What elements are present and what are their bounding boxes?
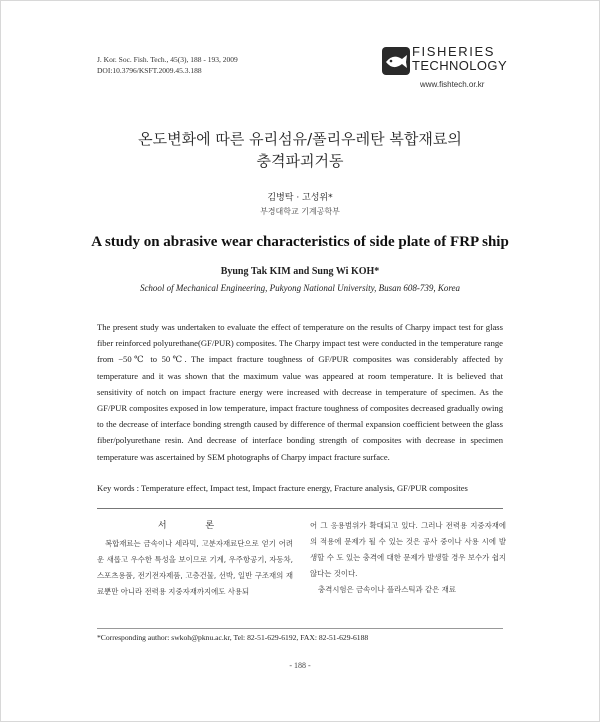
intro-right-paragraph-2: 충격시험은 금속이나 플라스틱과 같은 재료 bbox=[318, 585, 456, 594]
abstract-text: The present study was undertaken to evaluate the effect of temperature on the results of Charpy impact test for glass fiber reinforced polyurethane(GF/PUR) composites. The Charpy impact test were conducted in the temperature range from −50℃ to 50℃. The impact fracture toughness of GF/PUR composites was considerably affected by temperature and it was shown that the maximum value was appeared at room temperature. It is believed that sensitivity of notch on impact fracture energy were increased with decrease in temperature of specimen. As the GF/PUR composites exposed in low temperature, impact fracture toughness of composites decreased gradually owing to the decrease of interface bonding strength caused by difference of thermal expansion coefficient between the glass fiber/polyurethane resin. And decrease of interface bonding strength of composites with decrease in specimen temperature was ascertained by SEM photographs of Charpy impact fracture surface. bbox=[97, 322, 503, 462]
page-number: - 188 - bbox=[289, 661, 311, 670]
logo-line1: FISHERIES bbox=[412, 44, 496, 59]
journal-citation bbox=[97, 54, 238, 76]
korean-affiliation: 부경대학교 기계공학부 bbox=[260, 207, 340, 216]
intro-left-paragraph: 복합재료는 금속이나 세라믹, 고분자재료단으로 얻기 어려운 새롭고 우수한 특성을 보이므로 기계, 우주항공기, 자동차, 스포츠용품, 전기전자제품, 고층건물, 선박, 일반 구조재의 재료뿐만 아니라 전력용 지중자재까지에도 사용되 bbox=[97, 539, 293, 596]
intro-right-column bbox=[310, 518, 506, 598]
korean-authors: 김병탁 · 고성위* bbox=[267, 193, 333, 203]
intro-heading: 서 론 bbox=[157, 521, 233, 531]
english-affiliation: School of Mechanical Engineering, Pukyong National University, Busan 608-739, Korea bbox=[139, 283, 461, 293]
intro-right-paragraph: 어 그 응용범위가 확대되고 있다. 그러나 전력용 지중자재에의 적용에 문제가 될 수 있는 것은 공사 중이나 사용 시에 발생할 수 도 있는 충격에 대한 문제가 발생할 경우 보수가 쉽지 않다는 것이다. bbox=[310, 521, 506, 578]
footnote-divider bbox=[97, 628, 503, 629]
journal-doi: DOI:10.3796/KSFT.2009.45.3.188 bbox=[97, 66, 202, 75]
logo-line2: TECHNOLOGY bbox=[412, 58, 508, 73]
keywords: Key words : Temperature effect, Impact test, Impact fracture energy, Fracture analysis, GF/PUR composites bbox=[97, 483, 468, 493]
english-title: A study on abrasive wear characteristics of side plate of FRP ship bbox=[91, 234, 509, 250]
corresponding-author-footnote: *Corresponding author: swkoh@pknu.ac.kr, Tel: 82-51-629-6192, FAX: 82-51-629-6188 bbox=[97, 633, 369, 642]
journal-reference: J. Kor. Soc. Fish. Tech., 45(3), 188 - 193, 2009 bbox=[97, 55, 238, 64]
intro-left-column bbox=[97, 518, 293, 600]
fish-emblem-icon bbox=[382, 47, 410, 75]
journal-url[interactable]: www.fishtech.or.kr bbox=[420, 80, 485, 89]
section-divider bbox=[97, 508, 503, 509]
korean-title-line1: 온도변화에 따른 유리섬유/폴리우레탄 복합재료의 bbox=[138, 130, 462, 148]
english-authors: Byung Tak KIM and Sung Wi KOH* bbox=[220, 266, 380, 277]
journal-logo bbox=[382, 44, 507, 78]
korean-title-line2: 충격파괴거동 bbox=[256, 152, 344, 170]
